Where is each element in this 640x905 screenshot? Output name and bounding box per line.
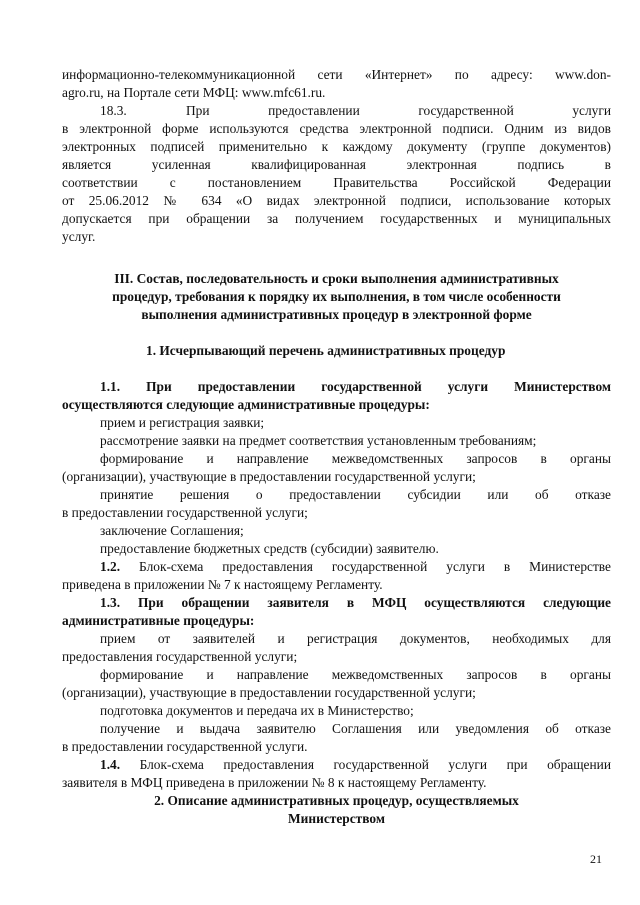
list-item: подготовка документов и передача их в Министерство; — [100, 703, 414, 718]
text-line: информационно-телекоммуникационной сети «Интернет» по адресу: www.don- — [62, 67, 611, 82]
list-item: предоставление бюджетных средств (субсидии) заявителю. — [100, 541, 439, 556]
paragraph-1-4-first-line — [100, 756, 611, 774]
section-heading: выполнения административных процедур в электронной форме — [141, 307, 532, 322]
list-item: принятие решения о предоставлении субсидии или об отказе — [100, 487, 611, 502]
text-line: При предоставлении государственной услуги — [186, 103, 611, 118]
text-line: agro.ru, на Портале сети МФЦ: www.mfc61.ru. — [62, 85, 326, 100]
list-item: заключение Соглашения; — [100, 523, 244, 538]
text-line: Блок-схема предоставления государственной услуги при обращении — [120, 757, 611, 772]
list-item: прием и регистрация заявки; — [100, 415, 265, 430]
paragraph-1-2-first-line — [100, 558, 611, 576]
text-line: в электронной форме используются средства электронной подписи. Одним из видов — [62, 121, 611, 136]
text-line: (организации), участвующие в предоставлении государственной услуги; — [62, 685, 476, 700]
text-line: заявителя в МФЦ приведена в приложении № 8 к настоящему Регламенту. — [62, 775, 487, 790]
list-item: получение и выдача заявителю Соглашения или уведомления об отказе — [100, 721, 611, 736]
text-line: (организации), участвующие в предоставлении государственной услуги; — [62, 469, 476, 484]
list-item: формирование и направление межведомственных запросов в органы — [100, 451, 611, 466]
text-line: приведена в приложении № 7 к настоящему Регламенту. — [62, 577, 383, 592]
text-line: предоставления государственной услуги; — [62, 649, 298, 664]
text-line: электронных подписей применительно к каждому документу (группе документов) — [62, 139, 611, 154]
text-line: осуществляются следующие административные процедуры: — [62, 397, 430, 412]
subsection-heading: 2. Описание административных процедур, осуществляемых — [154, 793, 519, 808]
list-item: рассмотрение заявки на предмет соответствия установленным требованиям; — [100, 433, 537, 448]
text-line: в предоставлении государственной услуги. — [62, 739, 308, 754]
paragraph-number: 18.3. — [100, 103, 127, 118]
subsection-heading: 1. Исчерпывающий перечень административных процедур — [146, 343, 506, 358]
text-line: допускается при обращении за получением государственных и муниципальных — [62, 211, 611, 226]
paragraph-number: 1.2. — [100, 559, 121, 574]
text-line: 1.3. При обращении заявителя в МФЦ осуществляются следующие — [100, 595, 611, 610]
text-line: от 25.06.2012 № 634 «О видах электронной подписи, использование которых — [62, 193, 611, 208]
text-line: соответствии с постановлением Правительства Российской Федерации — [62, 175, 611, 190]
text-line: услуг. — [62, 229, 96, 244]
text-line: административные процедуры: — [62, 613, 255, 628]
paragraph-number: 1.4. — [100, 757, 121, 772]
subsection-heading: Министерством — [288, 811, 385, 826]
list-item: прием от заявителей и регистрация документов, необходимых для — [100, 631, 611, 646]
text-line: 1.1. При предоставлении государственной услуги Министерством — [100, 379, 611, 394]
text-line: в предоставлении государственной услуги; — [62, 505, 308, 520]
section-heading: процедур, требования к порядку их выполнения, в том числе особенности — [112, 289, 561, 304]
page-number: 21 — [590, 852, 602, 866]
text-line: Блок-схема предоставления государственной услуги в Министерстве — [120, 559, 611, 574]
list-item: формирование и направление межведомственных запросов в органы — [100, 667, 611, 682]
section-heading: III. Состав, последовательность и сроки выполнения административных — [114, 271, 559, 286]
text-line: является усиленная квалифицированная электронная подпись в — [62, 157, 611, 172]
